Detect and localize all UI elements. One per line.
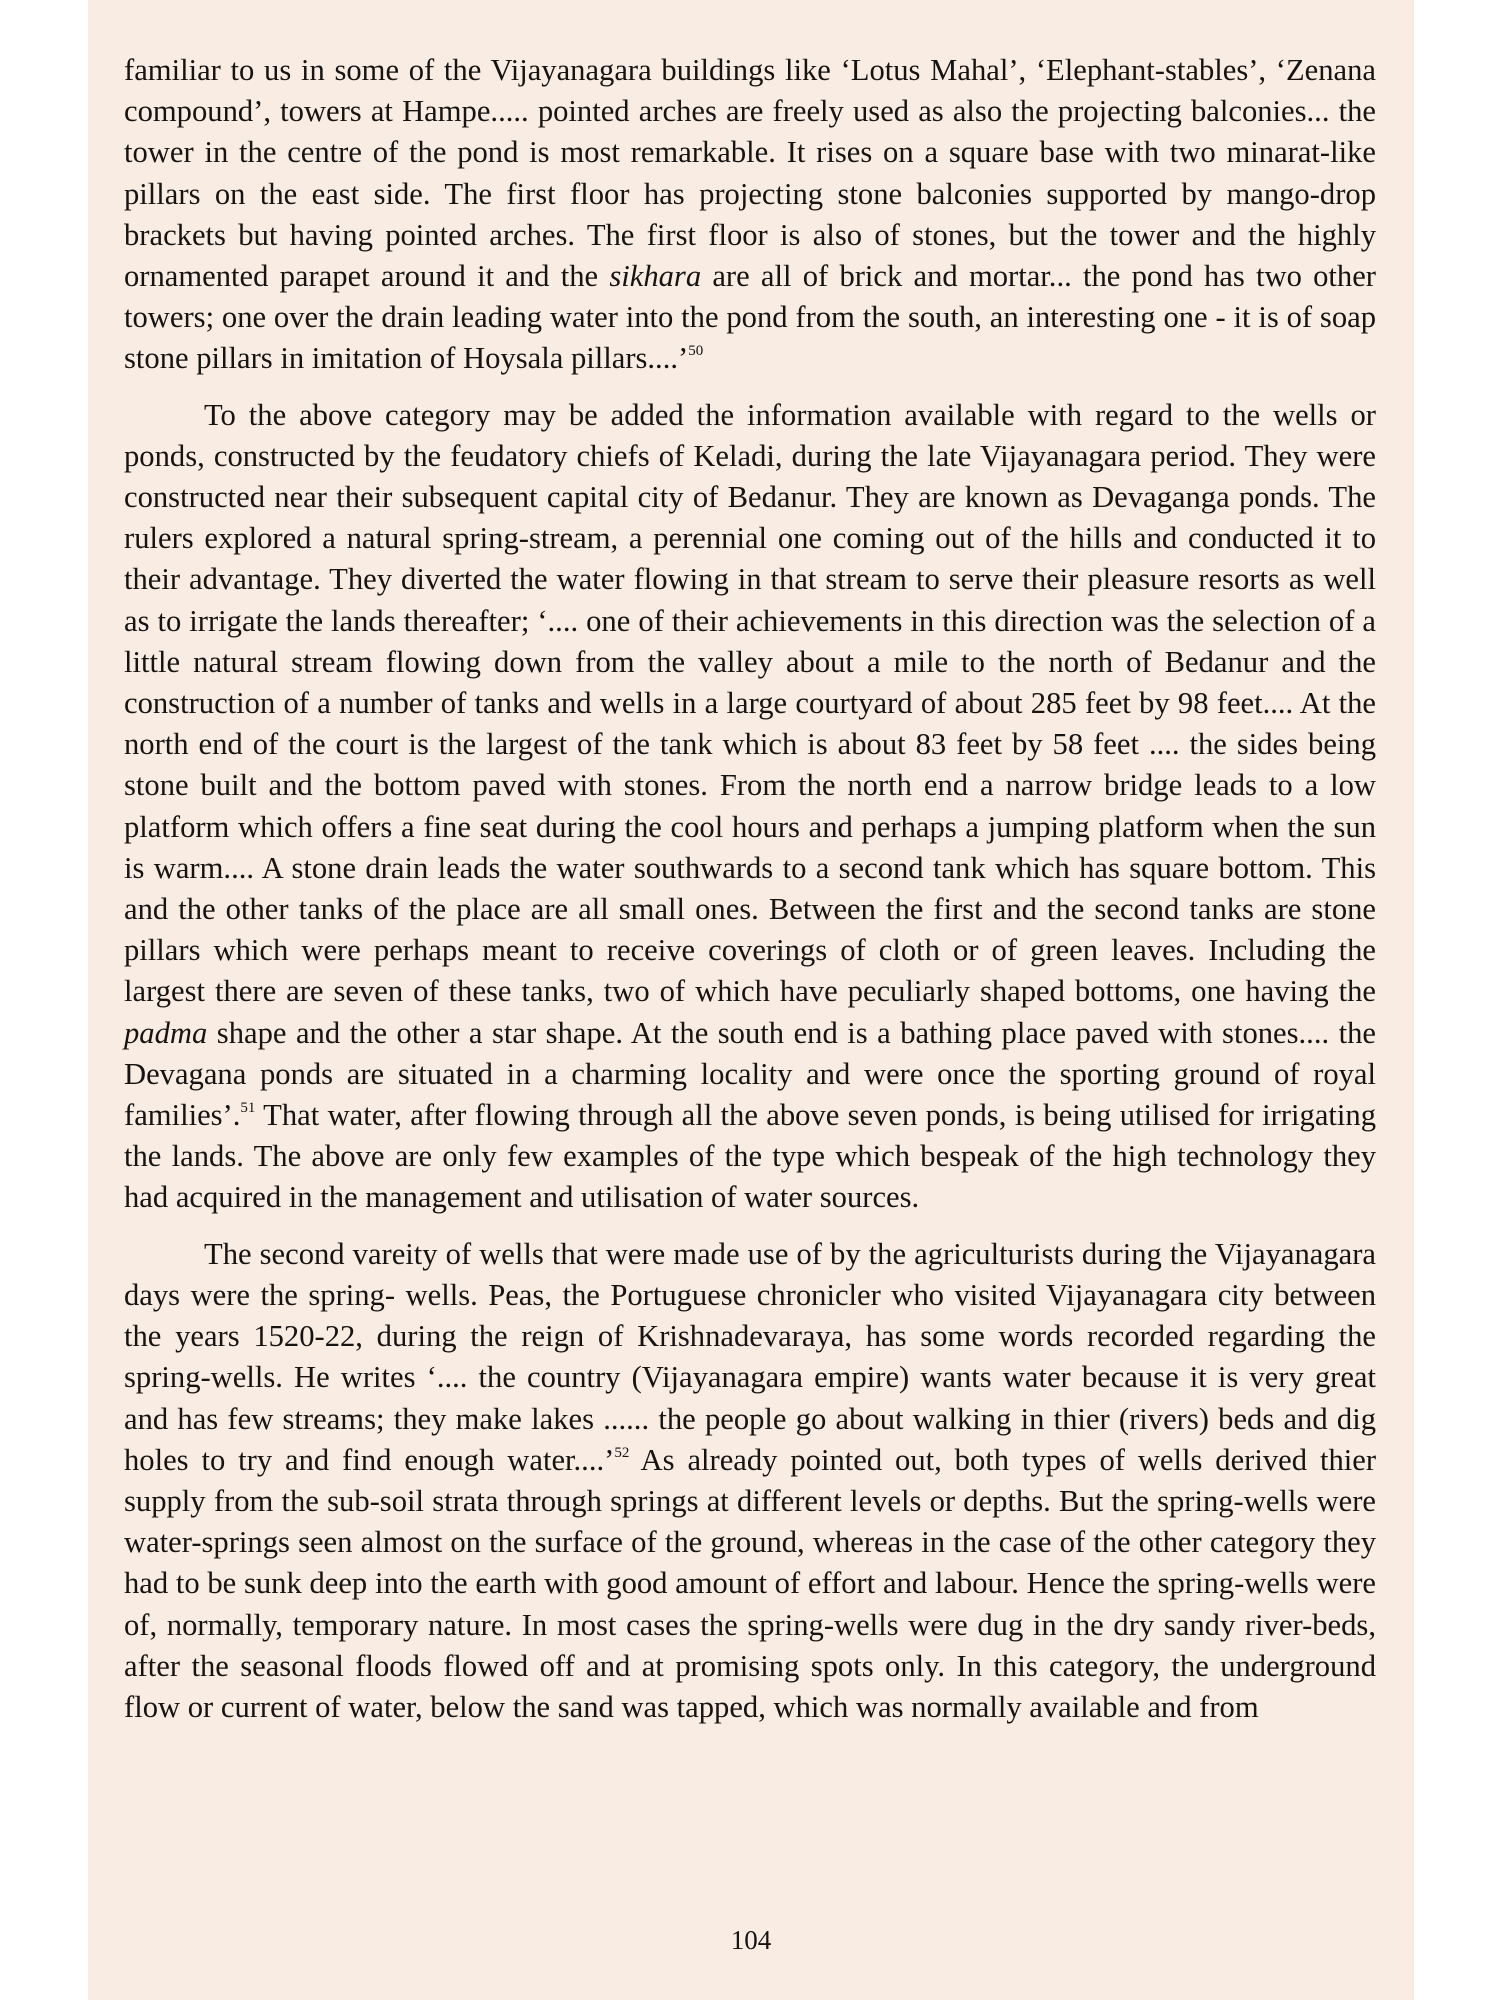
page-body-text bbox=[124, 50, 1376, 1728]
paragraph-2 bbox=[124, 395, 1376, 1219]
italic-term-sikhara: sikhara bbox=[609, 259, 702, 294]
text-segment: To the above category may be added the information available with regard to the wells or ponds, constructed by the feudatory chiefs of Keladi, during the late Vijayanagara period. They were constructed near their subsequent capital city of Bedanur. They are known as Devaganga ponds. The rulers explored a natural spring-stream, a perennial one coming out of the hills and conducted it to their advantage. They diverted the water flowing in that stream to serve their pleasure resorts as well as to irrigate the lands thereafter; ‘.... one of their achievements in this direction was the selection of a little natural stream flowing down from the valley about a mile to the north of Bedanur and the construction of a number of tanks and wells in a large courtyard of about 285 feet by 98 feet.... At the north end of the court is the largest of the tank which is about 83 feet by 58 feet .... the sides being stone built and the bottom paved with stones. From the north end a narrow bridge leads to a low platform which offers a fine seat during the cool hours and perhaps a jumping platform when the sun is warm.... A stone drain leads the water southwards to a second tank which has square bottom. This and the other tanks of the place are all small ones. Between the first and the second tanks are stone pillars which were perhaps meant to receive coverings of cloth or of green leaves. Including the largest there are seven of these tanks, two of which have peculiarly shaped bottoms, one having the bbox=[124, 397, 1376, 1009]
paragraph-1 bbox=[124, 50, 1376, 380]
text-segment: shape and the other a star shape. At the south end is a bathing place paved with stones.... the Devagana ponds are situated in a charming locality and were once the sporting ground of royal families’. bbox=[124, 1015, 1376, 1133]
book-page bbox=[88, 0, 1414, 2000]
text-segment: That water, after flowing through all the above seven ponds, is being utilised for irrigating the lands. The above are only few examples of the type which bespeak of the high technology they had acquired in the management and utilisation of water sources. bbox=[124, 1098, 1376, 1215]
page-number: 104 bbox=[730, 1925, 772, 1955]
text-segment: familiar to us in some of the Vijayanagara buildings like ‘Lotus Mahal’, ‘Elephant-stables’, ‘Zenana compound’, towers at Hampe..... pointed arches are freely used as also the projecting balconies... the tower in the centre of the pond is most remarkable. It rises on a square base with two minarat-like pillars on the east side. The first floor has projecting stone balconies supported by mango-drop brackets but having pointed arches. The first floor is also of stones, but the tower and the highly ornamented parapet around it and the bbox=[124, 53, 1376, 294]
text-segment: As already pointed out, both types of wells derived thier supply from the sub-soil strata through springs at different levels or depths. But the spring-wells were water-springs seen almost on the surface of the ground, whereas in the case of the other category they had to be sunk deep into the earth with good amount of effort and labour. Hence the spring-wells were of, normally, temporary nature. In most cases the spring-wells were dug in the dry sandy river-beds, after the seasonal floods flowed off and at promising spots only. In this category, the underground flow or current of water, below the sand was tapped, which was normally available and from bbox=[124, 1442, 1377, 1724]
italic-term-padma: padma bbox=[124, 1015, 208, 1050]
text-segment: are all of brick and mortar... the pond has two other towers; one over the drain leading water into the pond from the south, an interesting one - it is of soap stone pillars in imitation of Hoysala pillars....’ bbox=[124, 259, 1376, 376]
paragraph-3 bbox=[124, 1234, 1376, 1728]
footnote-ref-50: 50 bbox=[688, 343, 704, 360]
footnote-ref-52: 52 bbox=[614, 1444, 630, 1461]
footnote-ref-51: 51 bbox=[240, 1100, 256, 1117]
text-segment: The second vareity of wells that were made use of by the agriculturists during the Vijayanagara days were the spring- wells. Peas, the Portuguese chronicler who visited Vijayanagara city between the years 1520-22, during the reign of Krishnadevaraya, has some words recorded regarding the spring-wells. He writes ‘.... the country (Vijayanagara empire) wants water because it is very great and has few streams; they make lakes ...... the people go about walking in thier (rivers) beds and dig holes to try and find enough water....’ bbox=[124, 1236, 1376, 1477]
